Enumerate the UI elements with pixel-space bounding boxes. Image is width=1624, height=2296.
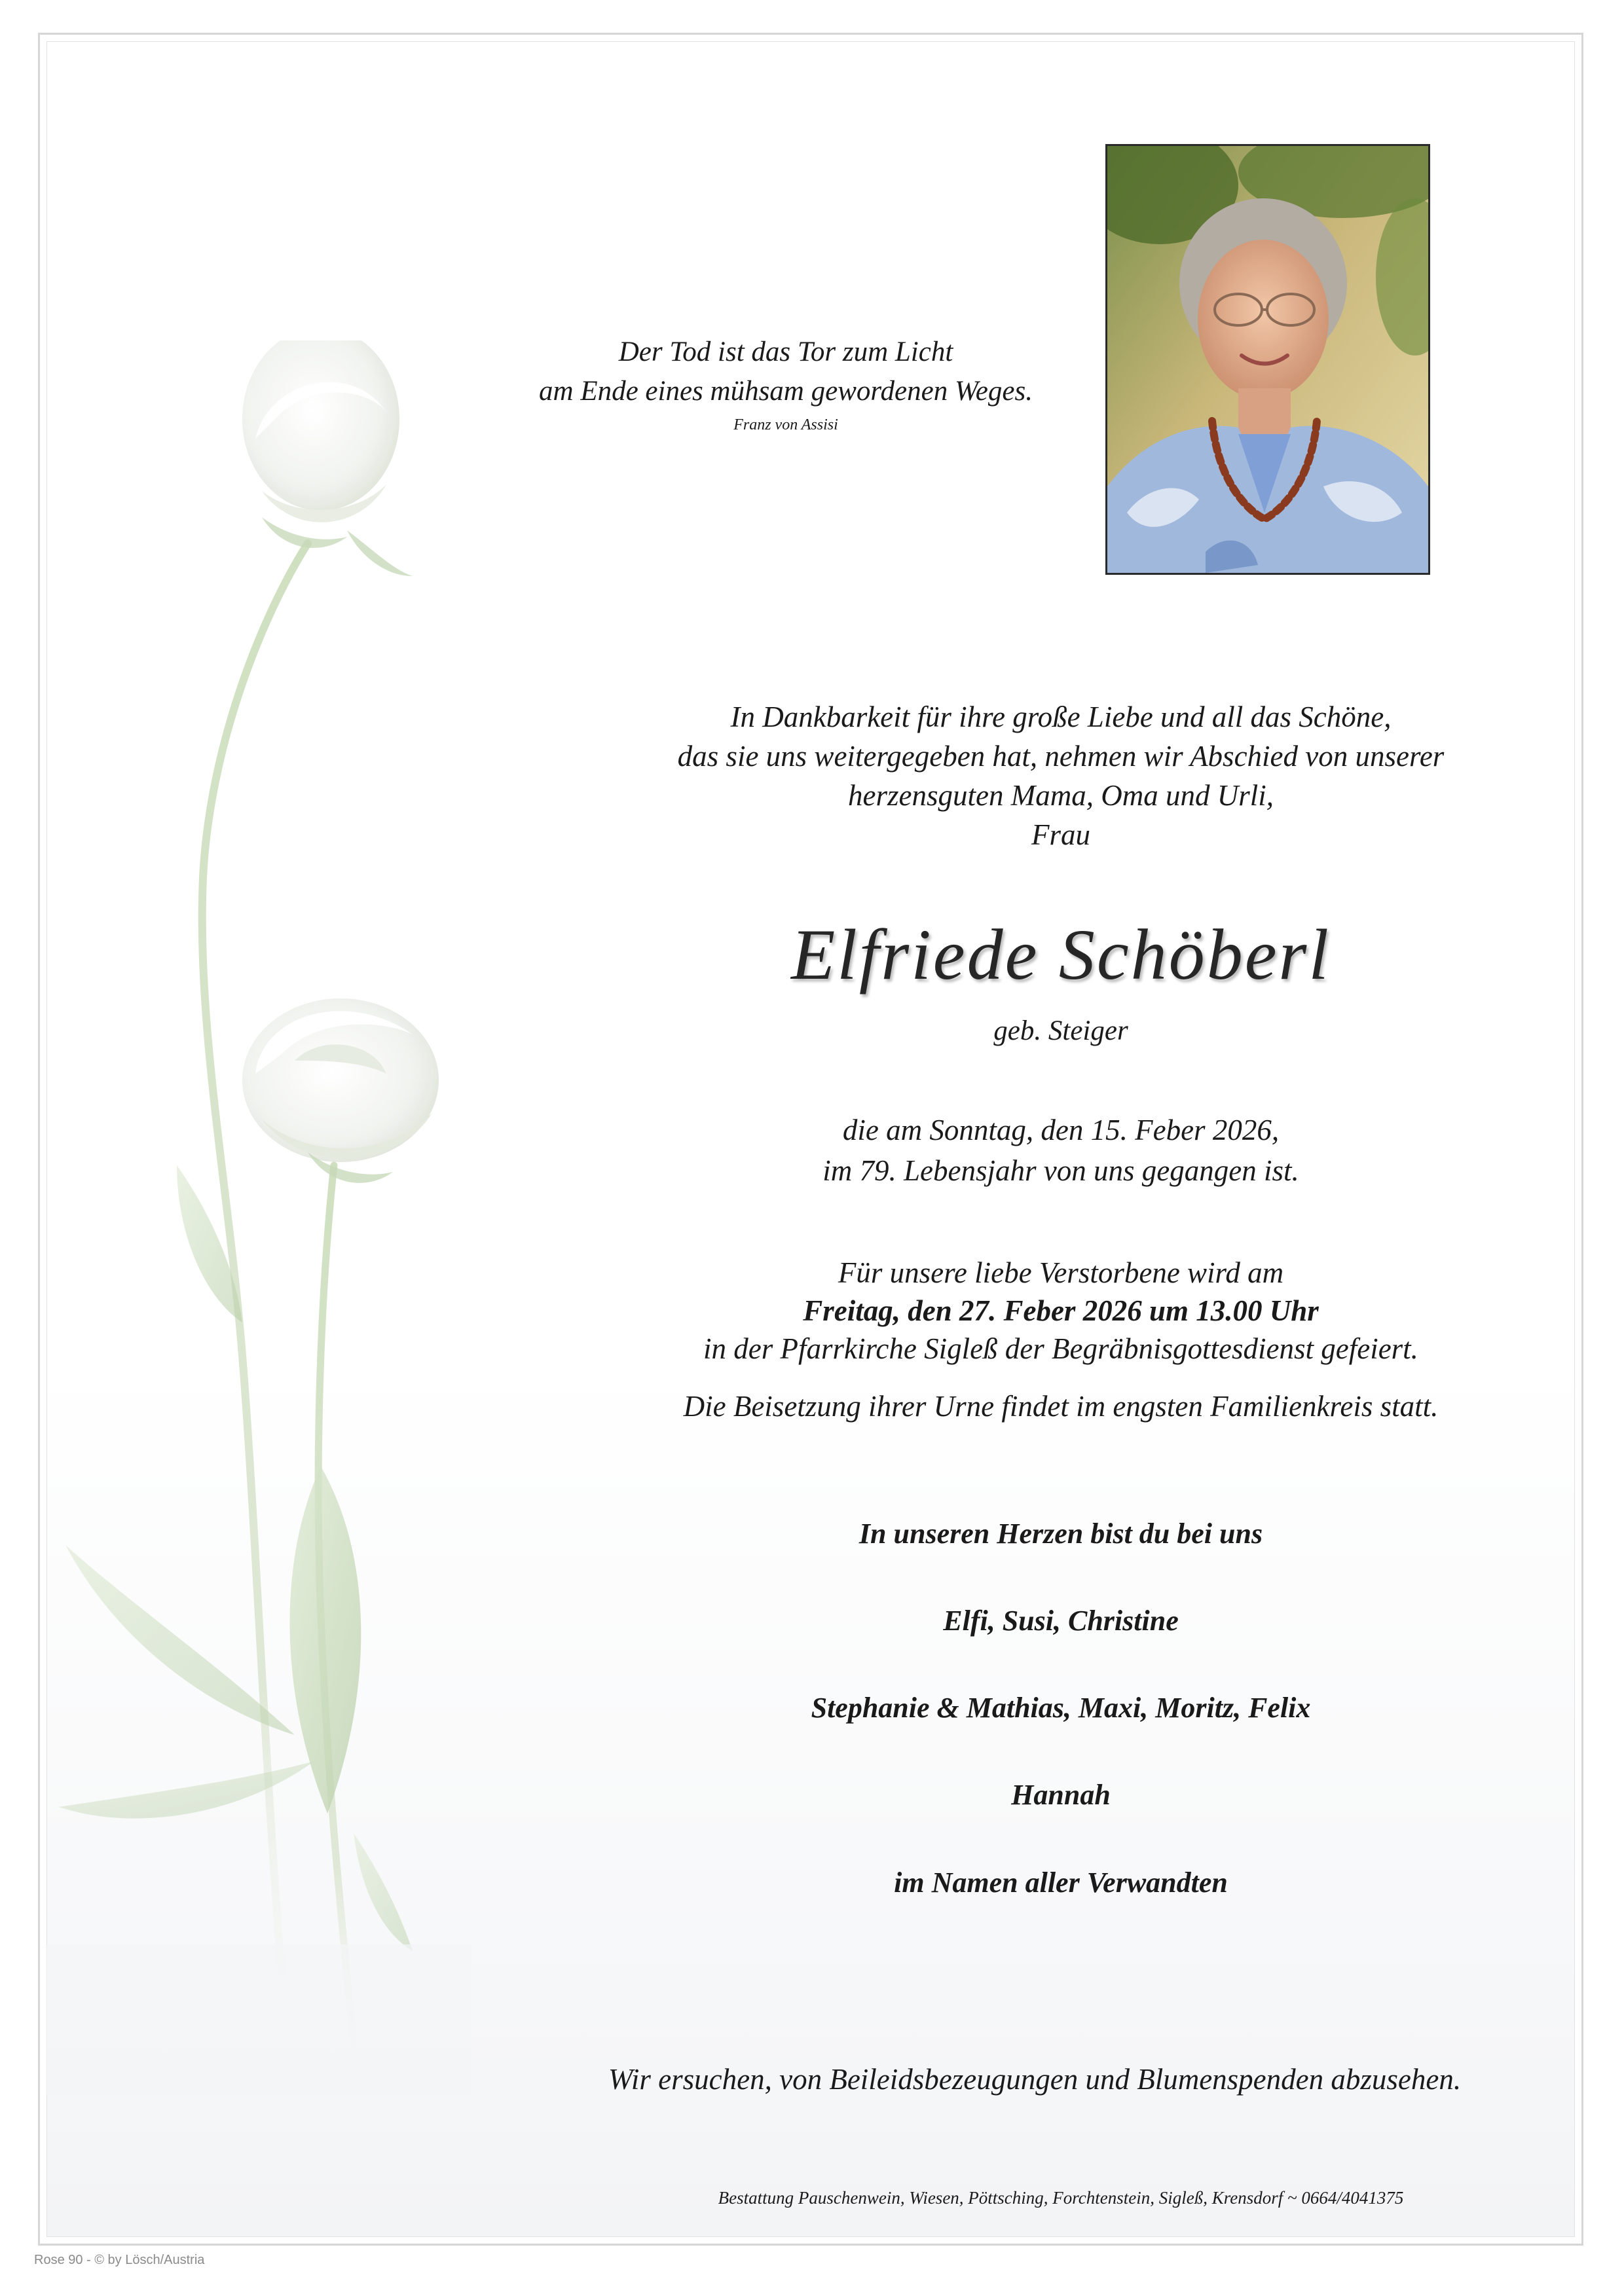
funeral-date: Freitag, den 27. Feber 2026 um 13.00 Uhr <box>803 1294 1319 1327</box>
intro-line-2: das sie uns weitergegeben hat, nehmen wir Abschied von unserer <box>677 740 1445 773</box>
funeral-info <box>511 1254 1611 1368</box>
undertaker-info: Bestattung Pauschenwein, Wiesen, Pöttsching, Forchtenstein, Sigleß, Krensdorf ~ 0664/4041375 <box>718 2188 1404 2208</box>
white-roses-decoration <box>46 340 471 2095</box>
intro-line-4: Frau <box>1031 818 1090 851</box>
funeral-line-2 <box>511 1292 1611 1330</box>
intro-text <box>511 697 1611 854</box>
signature-line: Elfi, Susi, Christine <box>943 1605 1179 1637</box>
signature-line: In unseren Herzen bist du bei uns <box>858 1518 1263 1550</box>
deceased-name: Elfriede Schöberl <box>791 915 1331 994</box>
intro-line-1: In Dankbarkeit für ihre große Liebe und all das Schöne, <box>730 701 1392 733</box>
intro-line-3: herzensguten Mama, Oma und Urli, <box>848 779 1274 812</box>
portrait-photo <box>1105 144 1430 575</box>
signature-line: Stephanie & Mathias, Maxi, Moritz, Felix <box>811 1692 1311 1724</box>
image-credit: Rose 90 - © by Lösch/Austria <box>34 2253 205 2267</box>
condolence-request: Wir ersuchen, von Beileidsbezeugungen und Blumenspenden abzusehen. <box>608 2063 1462 2096</box>
quote-author: Franz von Assisi <box>733 416 838 433</box>
urn-info: Die Beisetzung ihrer Urne findet im engsten Familienkreis statt. <box>683 1390 1439 1423</box>
signature-line: im Namen aller Verwandten <box>894 1867 1228 1899</box>
quote-line-2: am Ende eines mühsam gewordenen Weges. <box>539 376 1033 407</box>
death-line-2: im 79. Lebensjahr von uns gegangen ist. <box>822 1154 1299 1187</box>
death-info <box>511 1110 1611 1191</box>
quote <box>458 333 1113 411</box>
maiden-name: geb. Steiger <box>993 1015 1128 1046</box>
funeral-line-3: in der Pfarrkirche Sigleß der Begräbnisgottesdienst gefeiert. <box>703 1332 1418 1365</box>
funeral-line-1: Für unsere liebe Verstorbene wird am <box>838 1256 1284 1289</box>
death-line-1: die am Sonntag, den 15. Feber 2026, <box>842 1114 1280 1146</box>
quote-line-1: Der Tod ist das Tor zum Licht <box>618 337 953 367</box>
signature-line: Hannah <box>1011 1779 1111 1811</box>
